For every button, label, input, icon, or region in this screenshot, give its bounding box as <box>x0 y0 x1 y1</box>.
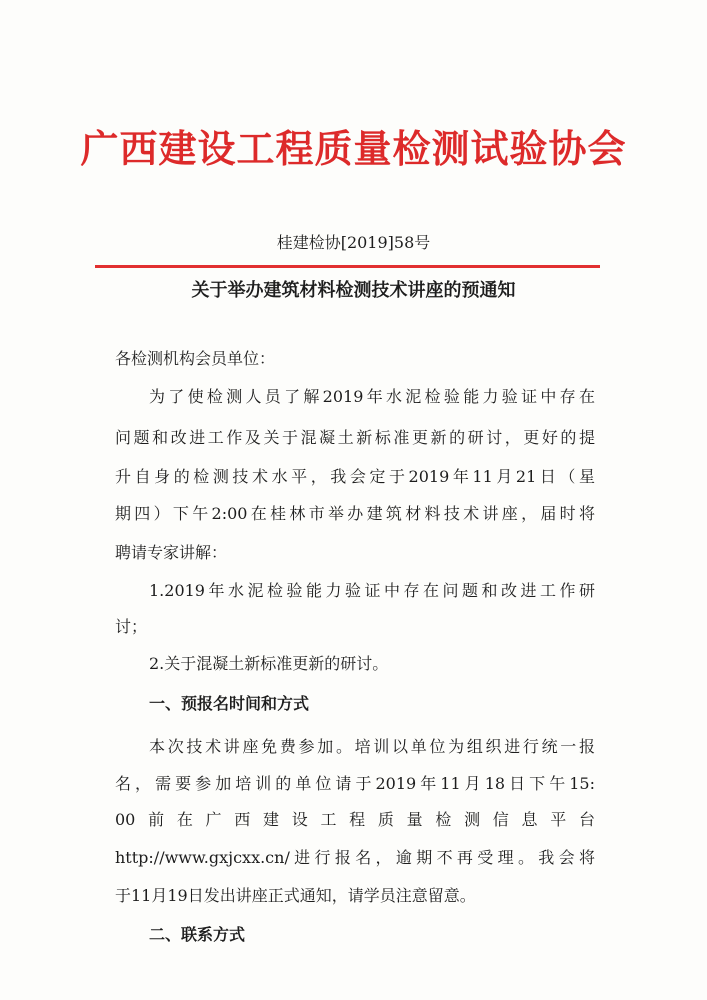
paragraph-2-line: 00前在广西建设工程质量检测信息平台 <box>115 810 595 829</box>
paragraph-2-line: http://www.gxjcxx.cn/进行报名，逾期不再受理。我会将 <box>115 848 595 867</box>
paragraph-1-line: 聘请专家讲解： <box>115 543 228 562</box>
paragraph-2-line: 本次技术讲座免费参加。培训以单位为组织进行统一报 <box>149 737 595 756</box>
paragraph-1-line: 期四）下午2:00在桂林市举办建筑材料技术讲座，届时将 <box>115 504 595 523</box>
paragraph-2-line: 名，需要参加培训的单位请于2019年11月18日下午15: <box>115 774 595 793</box>
paragraph-1-line: 升自身的检测技术水平，我会定于2019年11月21日（星 <box>115 467 595 486</box>
paragraph-1-line: 问题和改进工作及关于混凝土新标准更新的研讨，更好的提 <box>115 428 595 447</box>
paragraph-1-line: 为了使检测人员了解2019年水泥检验能力验证中存在 <box>149 387 595 406</box>
notice-title: 关于举办建筑材料检测技术讲座的预通知 <box>191 280 516 301</box>
paragraph-2-line: 于11月19日发出讲座正式通知，请学员注意留意。 <box>115 886 476 905</box>
salutation: 各检测机构会员单位： <box>115 349 276 368</box>
list-item-2: 2.关于混凝土新标准更新的研讨。 <box>149 654 389 673</box>
org-name-header: 广西建设工程质量检测试验协会 <box>80 126 627 171</box>
document-number: 桂建检协[2019]58号 <box>276 233 431 252</box>
list-item-1-line: 1.2019年水泥检验能力验证中存在问题和改进工作研 <box>149 581 595 600</box>
list-item-1-line: 讨； <box>115 617 148 636</box>
section-1-heading: 一、预报名时间和方式 <box>149 694 310 713</box>
section-2-heading: 二、联系方式 <box>149 925 246 944</box>
red-divider <box>95 265 600 268</box>
